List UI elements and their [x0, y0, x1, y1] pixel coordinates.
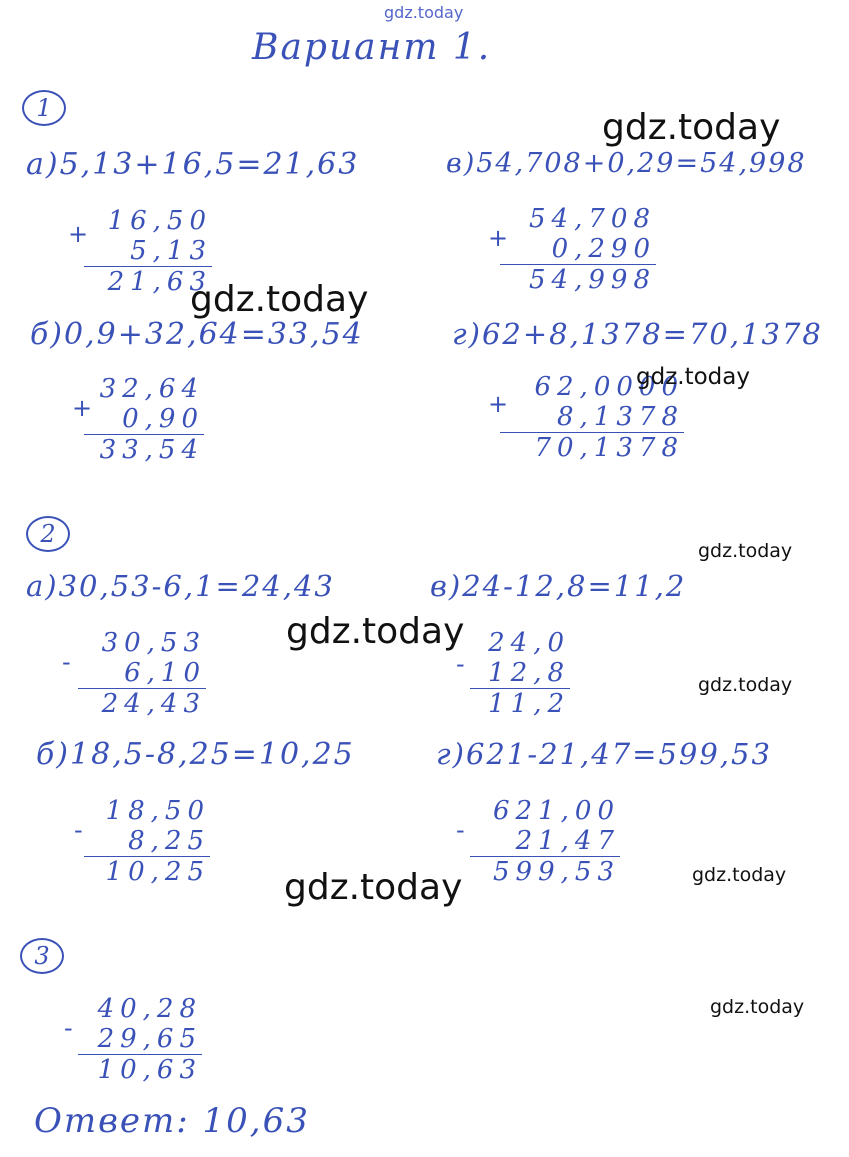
task-3-minus-sign: - [64, 1014, 73, 1042]
task-1-g-row-1: 62,0000 [534, 372, 684, 402]
task-1-a-equation [26, 147, 360, 182]
site-watermark-top: gdz.today [384, 3, 464, 22]
task-2-b-equation [36, 737, 355, 772]
watermark-5: gdz.today [286, 611, 465, 652]
task-1-v-result: 54,998 [500, 264, 656, 295]
task-2-b-column [84, 796, 210, 887]
watermark-3: gdz.today [636, 364, 750, 390]
task-2-b-expression: 18,5-8,25=10,25 [70, 737, 355, 772]
task-2-g-minus-sign: - [456, 816, 465, 844]
task-1-b-plus-sign: + [72, 394, 93, 422]
task-2-b-result: 10,25 [84, 856, 210, 887]
task-1-a-label: а) [26, 147, 60, 182]
task-2-a-row-2: 6,10 [124, 658, 206, 688]
task-1-b-row-1: 32,64 [99, 374, 204, 404]
task-2-a-column [78, 628, 206, 719]
task-1-v-label: в) [446, 148, 477, 179]
task-1-b-equation [30, 317, 364, 352]
task-2-v-row-2: 12,8 [488, 658, 570, 688]
task-1-b-expression: 0,9+32,64=33,54 [64, 317, 364, 352]
task-2-g-row-2: 21,47 [515, 826, 620, 856]
task-2-a-expression: 30,53-6,1=24,43 [58, 569, 335, 603]
task-2-a-row-1: 30,53 [101, 628, 206, 658]
task-2-g-result: 599,53 [470, 856, 620, 887]
task-2-b-row-2: 8,25 [128, 826, 210, 856]
task-2-a-label: а) [26, 569, 59, 603]
task-1-v-row-1: 54,708 [529, 204, 656, 234]
task-2-v-equation [430, 569, 687, 603]
task-1-v-expression: 54,708+0,29=54,998 [476, 148, 807, 179]
task-1-number: 1 [22, 90, 66, 126]
task-1-v-row-2: 0,290 [551, 234, 656, 264]
task-1-a-expression: 5,13+16,5=21,63 [59, 147, 360, 182]
watermark-4: gdz.today [698, 540, 793, 562]
task-1-b-column [84, 374, 204, 465]
task-1-g-expression: 62+8,1378=70,1378 [481, 317, 823, 351]
task-3-column [78, 994, 202, 1085]
task-2-v-row-1: 24,0 [488, 628, 570, 658]
task-1-g-equation [452, 317, 823, 351]
task-1-a-row-2: 5,13 [130, 236, 212, 266]
task-3-row-1: 40,28 [97, 994, 202, 1024]
watermark-1: gdz.today [602, 107, 781, 148]
task-1-b-row-2: 0,90 [122, 404, 204, 434]
task-2-g-row-1: 621,00 [493, 796, 620, 826]
task-3-result: 10,63 [78, 1054, 202, 1085]
watermark-7: gdz.today [284, 867, 463, 908]
task-2-g-label: г) [436, 737, 466, 771]
watermark-8: gdz.today [692, 864, 787, 886]
task-1-g-label: г) [452, 317, 482, 351]
task-2-v-result: 11,2 [470, 688, 570, 719]
task-2-v-minus-sign: - [456, 650, 465, 678]
task-3-answer: Ответ: 10,63 [34, 1101, 310, 1141]
task-2-a-result: 24,43 [78, 688, 206, 719]
watermark-6: gdz.today [698, 674, 793, 696]
task-1-b-label: б) [30, 317, 65, 352]
task-1-v-column [500, 204, 656, 295]
page-title: Вариант 1. [252, 27, 492, 68]
task-2-b-label: б) [36, 737, 71, 772]
task-2-v-expression: 24-12,8=11,2 [462, 569, 687, 603]
task-1-a-plus-sign: + [68, 220, 89, 248]
task-3-row-2: 29,65 [97, 1024, 202, 1054]
watermark-9: gdz.today [710, 996, 805, 1018]
task-1-v-plus-sign: + [488, 224, 509, 252]
task-3-number: 3 [20, 938, 64, 974]
task-1-v-equation [446, 150, 807, 177]
task-1-g-result: 70,1378 [500, 432, 684, 463]
task-2-g-expression: 621-21,47=599,53 [465, 737, 772, 771]
watermark-2: gdz.today [190, 279, 369, 320]
task-2-v-column [470, 628, 570, 719]
task-2-a-minus-sign: - [62, 648, 71, 676]
task-2-b-minus-sign: - [74, 816, 83, 844]
task-2-b-row-1: 18,50 [105, 796, 210, 826]
task-2-g-column [470, 796, 620, 887]
task-1-g-row-2: 8,1378 [557, 402, 684, 432]
task-1-a-row-1: 16,50 [107, 206, 212, 236]
task-2-v-label: в) [430, 569, 463, 603]
task-2-a-equation [26, 569, 335, 603]
task-2-number: 2 [26, 516, 70, 552]
task-2-g-equation [436, 737, 772, 771]
task-1-g-plus-sign: + [488, 390, 509, 418]
task-1-a-result: 21,63 [84, 266, 212, 297]
task-1-b-result: 33,54 [84, 434, 204, 465]
